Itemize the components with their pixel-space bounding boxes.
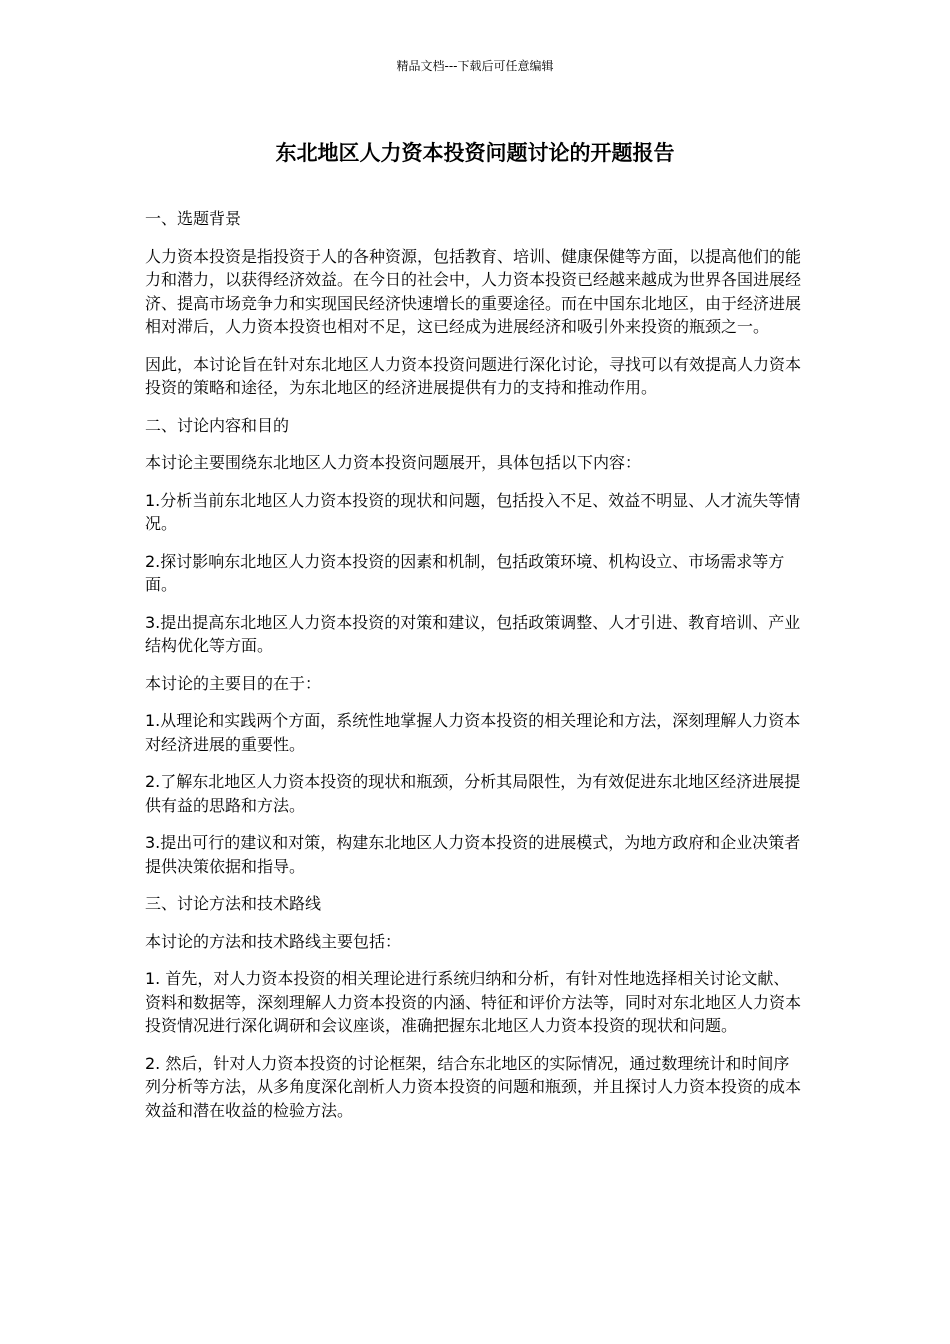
document-body [145, 207, 805, 1136]
paragraph: 本讨论的方法和技术路线主要包括： [145, 931, 402, 951]
paragraph: 本讨论主要围绕东北地区人力资本投资问题展开，具体包括以下内容： [145, 453, 642, 472]
section-heading-content-purpose: 二、讨论内容和目的 [145, 415, 290, 435]
list-item: 3.提出可行的建议和对策，构建东北地区人力资本投资的进展模式，为地方政府和企业决策者提供决策依据和指导。 [145, 833, 801, 876]
paragraph: 本讨论的主要目的在于： [145, 673, 322, 693]
list-item: 3.提出提高东北地区人力资本投资的对策和建议，包括政策调整、人才引进、教育培训、产业结构优化等方面。 [145, 612, 801, 655]
list-item: 1. 首先，对人力资本投资的相关理论进行系统归纳和分析，有针对性地选择相关讨论文献、资料和数据等，深刻理解人力资本投资的内涵、特征和评价方法等，同时对东北地区人力资本投资情况进行深化调研和会议座谈，准确把握东北地区人力资本投资的现状和问题。 [145, 969, 802, 1035]
list-item: 2.探讨影响东北地区人力资本投资的因素和机制，包括政策环境、机构设立、市场需求等方面。 [145, 551, 785, 594]
document-title: 东北地区人力资本投资问题讨论的开题报告 [275, 141, 675, 165]
list-item: 2. 然后，针对人力资本投资的讨论框架，结合东北地区的实际情况，通过数理统计和时间序列分析等方法，从多角度深化剖析人力资本投资的问题和瓶颈，并且探讨人力资本投资的成本效益和潜在收益的检验方法。 [145, 1053, 802, 1120]
list-item: 1.从理论和实践两个方面，系统性地掌握人力资本投资的相关理论和方法，深刻理解人力资本对经济进展的重要性。 [145, 711, 801, 754]
section-heading-background: 一、选题背景 [145, 209, 242, 228]
paragraph: 因此，本讨论旨在针对东北地区人力资本投资问题进行深化讨论，寻找可以有效提高人力资本投资的策略和途径，为东北地区的经济进展提供有力的支持和推动作用。 [145, 354, 802, 397]
header-note: 精品文档---下载后可任意编辑 [396, 59, 554, 73]
list-item: 1.分析当前东北地区人力资本投资的现状和问题，包括投入不足、效益不明显、人才流失等情况。 [145, 490, 801, 533]
paragraph: 人力资本投资是指投资于人的各种资源，包括教育、培训、健康保健等方面，以提高他们的能力和潜力，以获得经济效益。在今日的社会中，人力资本投资已经越来越成为世界各国进展经济、提高市场竞争力和实现国民经济快速增长的重要途径。而在中国东北地区，由于经济进展相对滞后，人力资本投资也相对不足，这已经成为进展经济和吸引外来投资的瓶颈之一。 [145, 246, 802, 336]
list-item: 2.了解东北地区人力资本投资的现状和瓶颈，分析其局限性，为有效促进东北地区经济进展提供有益的思路和方法。 [145, 772, 801, 815]
section-heading-methods: 三、讨论方法和技术路线 [145, 894, 322, 913]
